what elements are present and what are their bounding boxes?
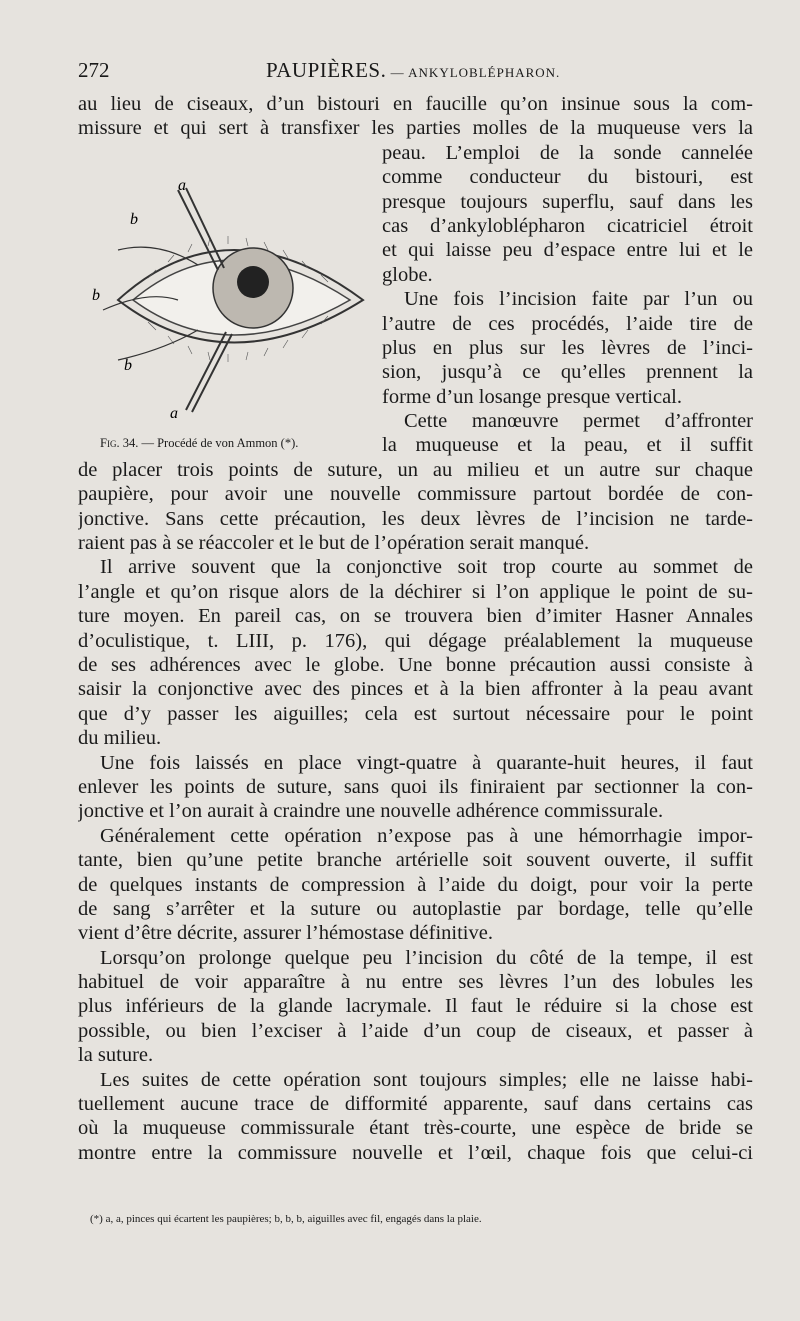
text-line: plus en plus sur les lèvres de l’inci- (382, 336, 753, 359)
figure-label-b-3: b (124, 357, 132, 374)
text-line: et qui laisse peu d’espace entre lui et le (382, 239, 753, 262)
footnote-marker: (*) (90, 1213, 106, 1225)
needle-thread-3 (118, 330, 198, 360)
text-line: saisir la conjonctive avec des pinces et à la bien affronter à la peau avant (78, 678, 753, 701)
footnote-text: a, a, pinces qui écartent les paupières; b, b, b, aiguilles avec fil, engagés dans la plaie. (105, 1213, 482, 1225)
text-line: presque toujours superflu, sauf dans les (382, 190, 753, 213)
running-title (266, 58, 560, 83)
footnote (90, 1213, 482, 1225)
pupil (237, 266, 269, 298)
text-line: où la muqueuse commissurale étant très-courte, une espèce de bride se (78, 1117, 753, 1140)
text-line: comme conducteur du bistouri, est (382, 166, 753, 189)
text-line: la muqueuse et la peau, et il suffit (382, 434, 753, 457)
text-line: que d’y passer les aiguilles; cela est surtout nécessaire pour le point (78, 702, 753, 725)
text-line: tuellement aucune trace de difformité apparente, sauf dans certains cas (78, 1093, 753, 1116)
text-line: tante, bien qu’une petite branche artérielle soit souvent ouverte, il suffit (78, 849, 753, 872)
text-line: au lieu de ciseaux, d’un bistouri en faucille qu’on insinue sous la com- (78, 93, 753, 115)
text-line: possible, ou bien l’exciser à l’aide d’un coup de ciseaux, et passer à (78, 1019, 753, 1042)
text-line: Une fois laissés en place vingt-quatre à quarante-huit heures, il faut (100, 751, 753, 774)
text-line: globe. (382, 263, 433, 286)
text-line: enlever les points de suture, sans quoi ils finiraient par sectionner la con- (78, 775, 753, 798)
text-line: Généralement cette opération n’expose pas à une hémorrhagie impor- (100, 824, 753, 847)
figure-label-a-bottom: a (170, 405, 178, 422)
text-line: plus inférieurs de la glande lacrymale. Il faut le réduire si la chose est (78, 995, 753, 1018)
text-line: peau. L’emploi de la sonde cannelée (382, 141, 753, 164)
text-line: missure et qui sert à transfixer les parties molles de la muqueuse vers la (78, 117, 753, 140)
text-line: montre entre la commissure nouvelle et l’œil, chaque fois que celui-ci (78, 1141, 753, 1164)
text-line: Il arrive souvent que la conjonctive soit trop courte au sommet de (100, 556, 753, 579)
header-subtitle: ANKYLOBLÉPHARON. (408, 65, 561, 80)
caption-fig-number: Fig. 34. (100, 436, 139, 450)
eye-figure (78, 160, 378, 460)
header-title: PAUPIÈRES. (266, 58, 387, 82)
text-line: habituel de voir apparaître à nu entre ses lèvres l’un des lobules les (78, 971, 753, 994)
needle-thread-1 (118, 247, 198, 265)
text-line: de ses adhérences avec le globe. Une bonne précaution aussi consiste à (78, 653, 753, 676)
text-line: jonctive et l’on aurait à craindre une nouvelle adhérence commissurale. (78, 800, 664, 823)
text-line: de placer trois points de suture, un au milieu et un autre sur chaque (78, 458, 753, 481)
figure-caption (100, 436, 298, 451)
text-line: Une fois l’incision faite par l’un ou (404, 288, 753, 311)
figure-label-a-top: a (178, 177, 186, 194)
text-line: de quelques instants de compression à l’aide du doigt, pour voir la perte (78, 873, 753, 896)
text-line: ture moyen. En pareil cas, on se trouvera bien d’imiter Hasner Annales (78, 605, 753, 628)
page-number: 272 (78, 58, 110, 82)
running-header (78, 58, 753, 88)
figure-label-b-2: b (92, 287, 100, 304)
text-line: vient d’être décrite, assurer l’hémostase définitive. (78, 922, 493, 945)
text-line: Les suites de cette opération sont toujours simples; elle ne laisse habi- (100, 1068, 753, 1091)
forceps-bottom (186, 332, 232, 412)
text-line: sion, jusqu’à ce qu’elles prennent la (382, 361, 753, 384)
text-line: du milieu. (78, 727, 162, 750)
text-line: la suture. (78, 1044, 154, 1067)
text-line: de sang s’arrêter et la suture ou autoplastie par bordage, telle qu’elle (78, 897, 753, 920)
figure-label-b-1: b (130, 211, 138, 228)
text-line: l’angle et qu’on risque alors de la déchirer si l’on applique le point de su- (78, 580, 753, 603)
text-line: forme d’un losange presque vertical. (382, 385, 682, 408)
text-line: d’oculistique, t. LIII, p. 176), qui dégage préalablement la muqueuse (78, 629, 753, 652)
text-line: Cette manœuvre permet d’affronter (404, 410, 753, 433)
text-line: Lorsqu’on prolonge quelque peu l’incision du côté de la tempe, il est (100, 946, 753, 969)
header-dash: — (386, 65, 409, 80)
text-line: cas d’ankyloblépharon cicatriciel étroit (382, 214, 753, 237)
text-line: l’autre de ces procédés, l’aide tire de (382, 312, 753, 335)
text-line: paupière, pour avoir une nouvelle commissure partout bordée de con- (78, 483, 753, 506)
text-line: raient pas à se réaccoler et le but de l’opération serait manqué. (78, 532, 590, 555)
text-line: jonctive. Sans cette précaution, les deux lèvres de l’incision ne tarde- (78, 507, 753, 530)
caption-text: — Procédé de von Ammon (*). (138, 436, 299, 450)
